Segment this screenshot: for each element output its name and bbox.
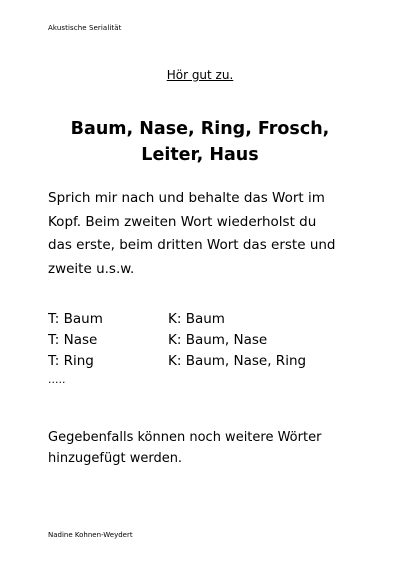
word-list xyxy=(40,116,360,168)
example-row xyxy=(48,330,306,351)
task-line-1: Sprich mir nach und behalte das Wort im xyxy=(48,190,325,206)
additional-note xyxy=(48,427,321,469)
example-dialogue xyxy=(48,309,306,388)
example-row xyxy=(48,309,306,330)
note-line-2: hinzugefügt werden. xyxy=(48,451,183,466)
word-list-line-1: Baum, Nase, Ring, Frosch, xyxy=(70,119,330,139)
task-line-4: zweite u.s.w. xyxy=(48,260,135,277)
child-line: K: Baum, Nase, Ring xyxy=(168,353,307,369)
instruction-heading: Hör gut zu. xyxy=(166,68,234,82)
example-row xyxy=(48,351,306,372)
task-line-2: Kopf. Beim zweiten Wort wiederholst du xyxy=(48,213,317,230)
word-list-line-2: Leiter, Haus xyxy=(141,145,259,165)
ellipsis: ..... xyxy=(48,373,66,386)
header-title: Akustische Serialität xyxy=(48,24,122,32)
teacher-line: T: Nase xyxy=(48,332,98,348)
teacher-line: T: Ring xyxy=(48,353,94,369)
teacher-line: T: Baum xyxy=(48,311,103,327)
child-line: K: Baum, Nase xyxy=(168,332,268,348)
note-line-1: Gegebenfalls können noch weitere Wörter xyxy=(48,430,322,445)
task-line-3: das erste, beim dritten Wort das erste und xyxy=(48,237,336,253)
footer-author: Nadine Kohnen-Weydert xyxy=(48,531,133,539)
task-description xyxy=(48,187,368,281)
child-line: K: Baum xyxy=(168,311,225,327)
